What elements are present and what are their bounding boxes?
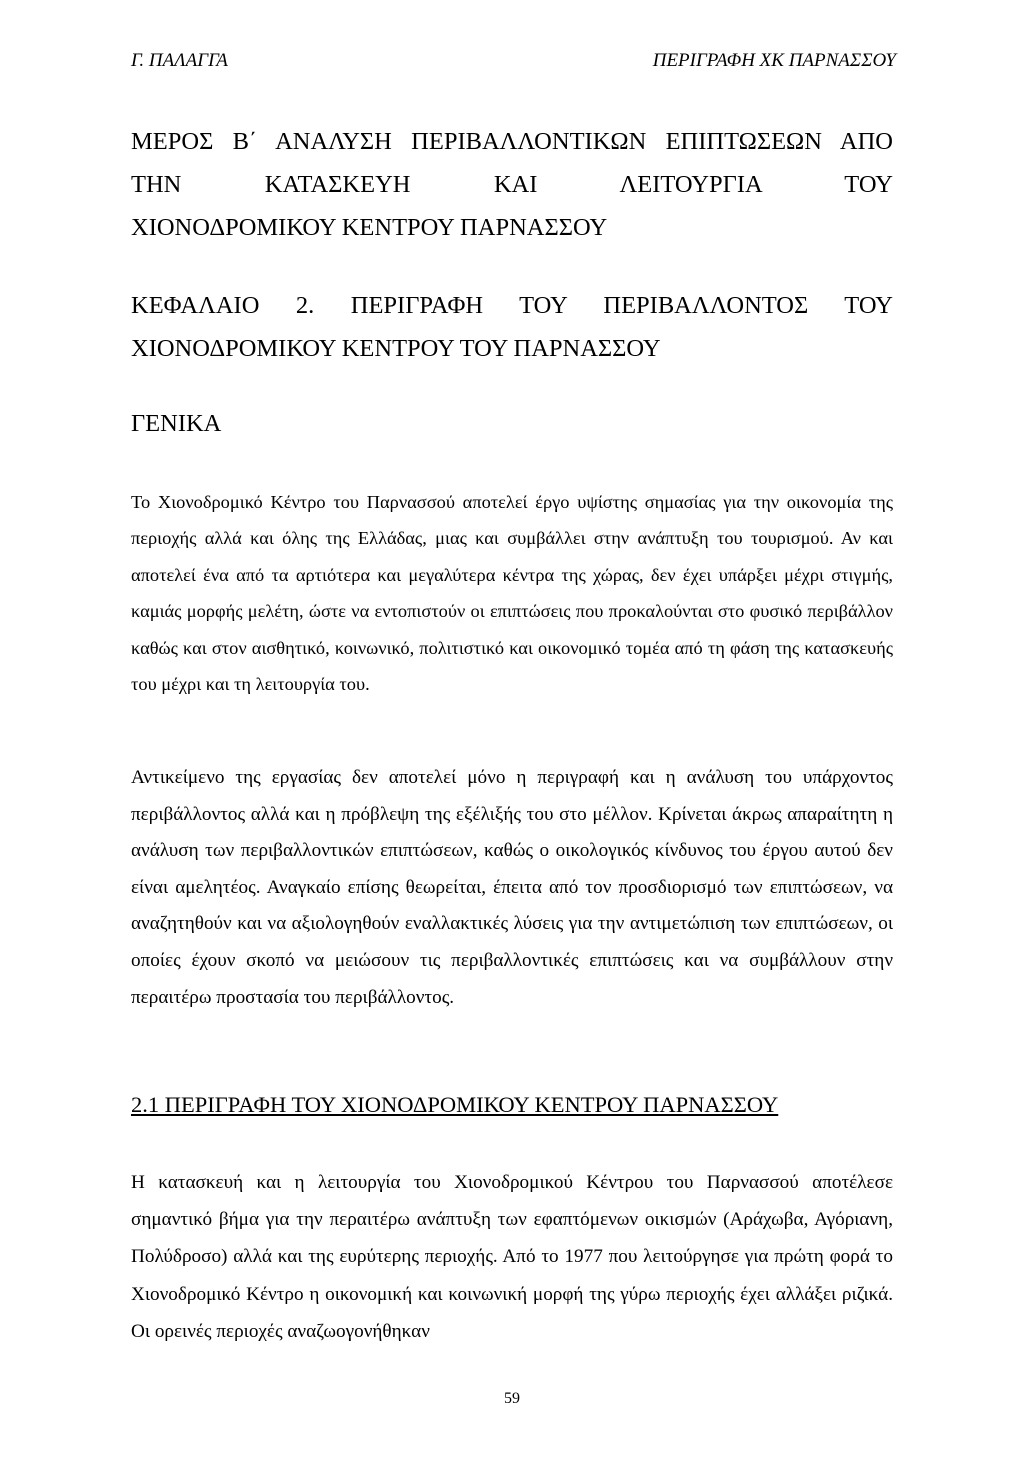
paragraph-general-1: Το Χιονοδρομικό Κέντρο του Παρνασσού αποτελεί έργο υψίστης σημασίας για την οικονομία της περιοχής αλλά και όλης της Ελλάδας, μιας και συμβάλλει στην ανάπτυξη του τουρισμού. Αν και αποτελεί ένα από τα αρτιότερα και μεγαλύτερα κέντρα της χώρας, δεν έχει υπάρξει μέχρι στιγμής, καμιάς μορφής μελέτη, ώστε να εντοπιστούν οι επιπτώσεις που προκαλούνται στο φυσικό περιβάλλον καθώς και στον αισθητικό, κοινωνικό, πολιτιστικό και οικονομικό τομέα από τη φάση της κατασκευής του μέχρι και τη λειτουργία του. — [131, 492, 893, 695]
chapter-title-line-1: ΚΕΦΑΛΑΙΟ 2. ΠΕΡΙΓΡΑΦΗ ΤΟΥ ΠΕΡΙΒΑΛΛΟΝΤΟΣ ΤΟΥ — [131, 292, 893, 319]
running-header — [131, 50, 896, 72]
part-title-line-3 — [131, 206, 893, 249]
part-title — [131, 120, 893, 249]
section-heading: ΓΕΝΙΚΑ — [131, 410, 222, 437]
subsection-heading: 2.1 ΠΕΡΙΓΡΑΦΗ ΤΟΥ ΧΙΟΝΟΔΡΟΜΙΚΟΥ ΚΕΝΤΡΟΥ ΠΑΡΝΑΣΣΟΥ — [131, 1092, 779, 1117]
part-title-line-2: ΤΗΝ ΚΑΤΑΣΚΕΥΗ ΚΑΙ ΛΕΙΤΟΥΡΓΙΑ ΤΟΥ — [131, 171, 893, 198]
part-title-line-1: ΜΕΡΟΣ Β΄ ΑΝΑΛΥΣΗ ΠΕΡΙΒΑΛΛΟΝΤΙΚΩΝ ΕΠΙΠΤΩΣΕΩΝ ΑΠΟ — [131, 128, 893, 155]
part-title-line-3-text: ΧΙΟΝΟΔΡΟΜΙΚΟΥ ΚΕΝΤΡΟΥ ΠΑΡΝΑΣΣΟΥ — [131, 214, 608, 241]
page-number: 59 — [504, 1390, 520, 1407]
paragraph-general-2: Αντικείμενο της εργασίας δεν αποτελεί μόνο η περιγραφή και η ανάλυση του υπάρχοντος περιβάλλοντος αλλά και η πρόβλεψη της εξέλιξής του στο μέλλον. Κρίνεται άκρως απαραίτητη η ανάλυση των περιβαλλοντικών επιπτώσεων, καθώς ο οικολογικός κίνδυνος του έργου αυτού δεν είναι αμελητέος. Αναγκαίο επίσης θεωρείται, έπειτα από τον προσδιορισμό των επιπτώσεων, να αναζητηθούν και να αξιολογηθούν εναλλακτικές λύσεις για την αντιμετώπιση των επιπτώσεων, οι οποίες έχουν σκοπό να μειώσουν τις περιβαλλοντικές επιπτώσεις και να συμβάλλουν στην περαιτέρω προστασία του περιβάλλοντος. — [131, 767, 893, 1008]
header-author: Γ. ΠΑΛΑΓΓΑ — [131, 50, 228, 71]
chapter-title-line-2: ΧΙΟΝΟΔΡΟΜΙΚΟΥ ΚΕΝΤΡΟΥ ΤΟΥ ΠΑΡΝΑΣΣΟΥ — [131, 335, 661, 362]
chapter-title — [131, 284, 893, 370]
paragraph-description: Η κατασκευή και η λειτουργία του Χιονοδρομικού Κέντρου του Παρνασσού αποτέλεσε σημαντικό βήμα για την περαιτέρω ανάπτυξη των εφαπτόμενων οικισμών (Αράχωβα, Αγόριανη, Πολύδροσο) αλλά και της ευρύτερης περιοχής. Από το 1977 που λειτούργησε για πρώτη φορά το Χιονοδρομικό Κέντρο η οικονομική και κοινωνική μορφή της γύρω περιοχής έχει αλλάξει ριζικά. Οι ορεινές περιοχές αναζωογονήθηκαν — [131, 1172, 893, 1342]
header-title: ΠΕΡΙΓΡΑΦΗ ΧΚ ΠΑΡΝΑΣΣΟΥ — [652, 50, 896, 71]
